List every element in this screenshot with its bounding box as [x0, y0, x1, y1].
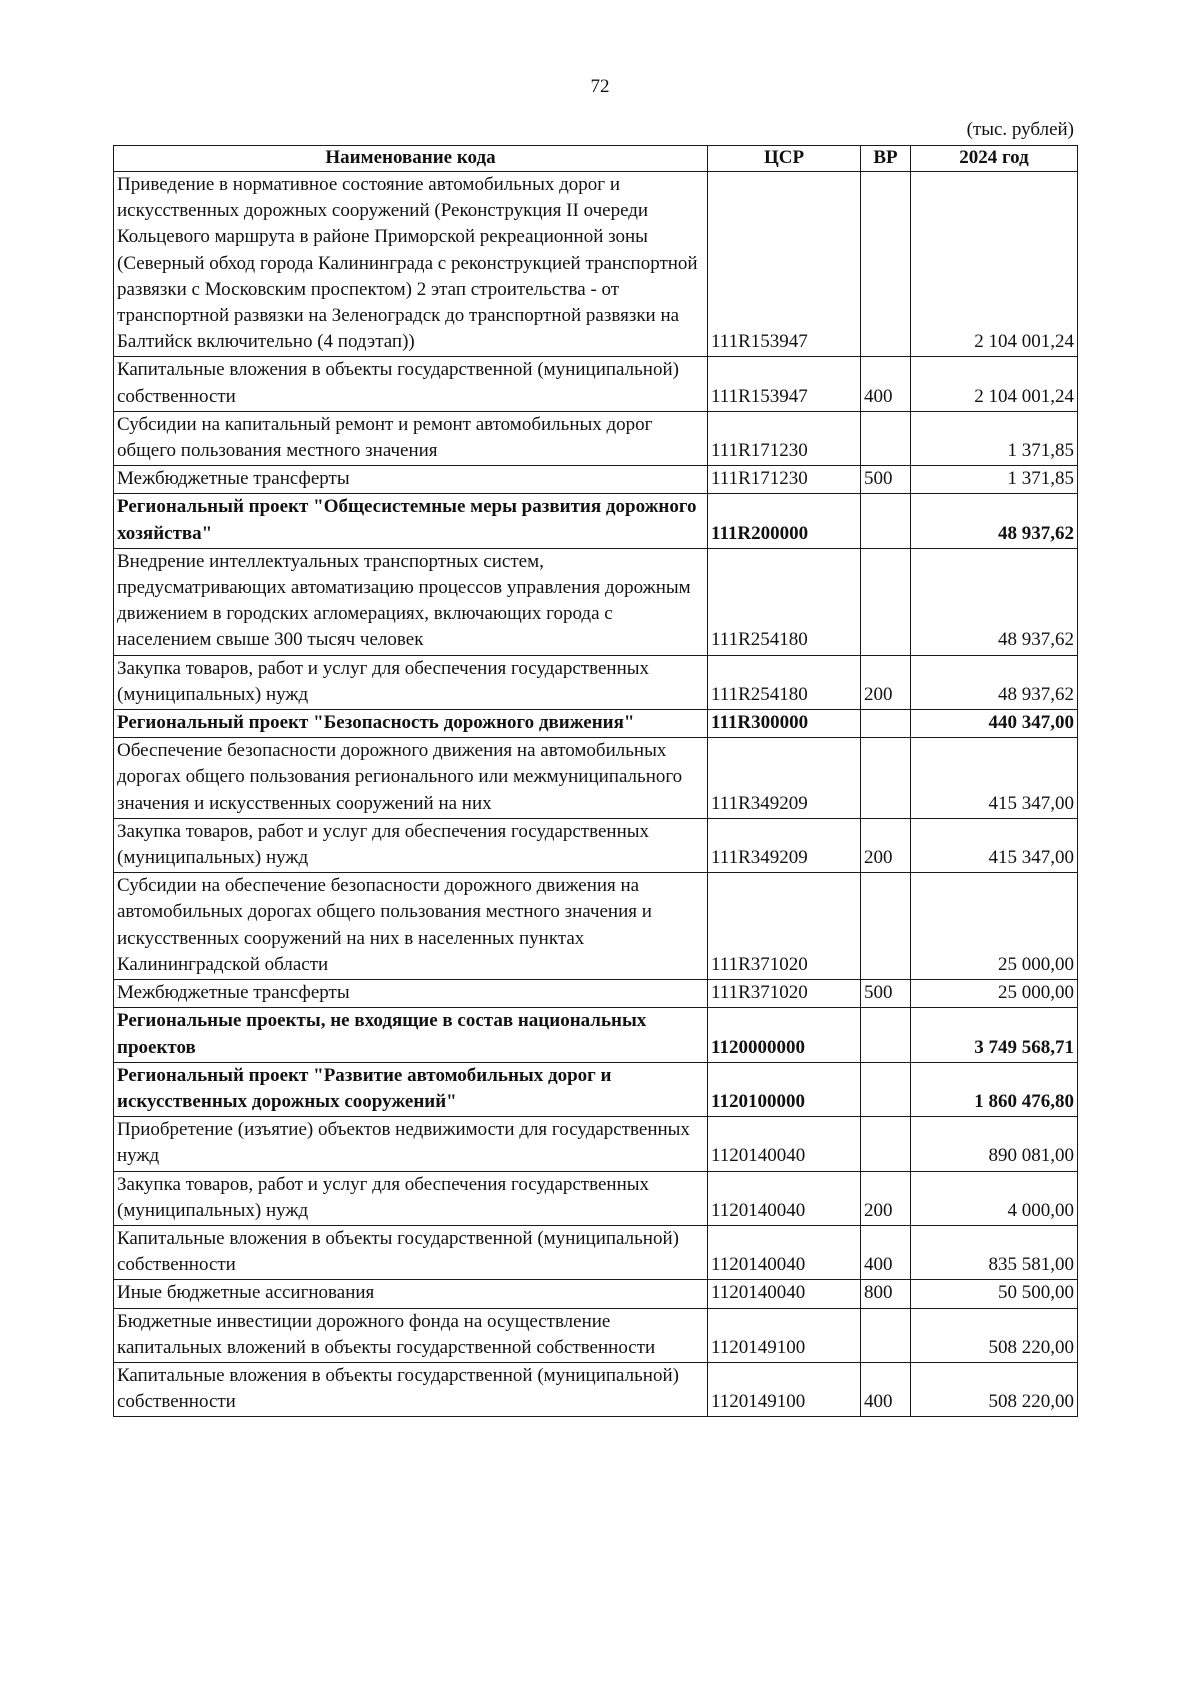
row-csr-cell: 1120100000	[708, 1062, 861, 1116]
row-csr-cell: 111R153947	[708, 357, 861, 411]
row-csr-cell: 111R254180	[708, 548, 861, 655]
table-row	[114, 1280, 1078, 1308]
row-vr-cell	[861, 548, 911, 655]
page-number: 72	[590, 76, 610, 97]
row-sum-cell: 1 860 476,80	[911, 1062, 1078, 1116]
row-vr-cell: 200	[861, 818, 911, 872]
row-vr-cell: 400	[861, 1362, 911, 1416]
row-name-cell: Межбюджетные трансферты	[114, 980, 708, 1008]
row-name-cell: Капитальные вложения в объекты государственной (муниципальной) собственности	[114, 1225, 708, 1279]
header-sum: 2024 год	[911, 146, 1078, 172]
row-vr-cell	[861, 1117, 911, 1171]
row-sum-cell: 48 937,62	[911, 655, 1078, 709]
row-name-cell: Субсидии на капитальный ремонт и ремонт автомобильных дорог общего пользования местного значения	[114, 411, 708, 465]
table-row	[114, 710, 1078, 738]
row-name-cell: Приведение в нормативное состояние автомобильных дорог и искусственных дорожных сооружений (Реконструкция II очереди Кольцевого маршрута в районе Приморской рекреационной зоны (Северный обход города Калининграда с реконструкцией транспортной развязки с Московским проспектом) 2 этап строительства - от транспортной развязки на Зеленоградск до транспортной развязки на Балтийск включительно (4 подэтап))	[114, 172, 708, 357]
budget-table	[113, 145, 1078, 1417]
row-name-cell: Субсидии на обеспечение безопасности дорожного движения на автомобильных дорогах общего пользования местного значения и искусственных сооружений на них в населенных пунктах Калининградской области	[114, 873, 708, 980]
row-vr-cell: 500	[861, 466, 911, 494]
row-vr-cell	[861, 1308, 911, 1362]
row-name-cell: Региональный проект "Развитие автомобильных дорог и искусственных дорожных сооружений"	[114, 1062, 708, 1116]
table-row	[114, 1008, 1078, 1062]
row-csr-cell: 1120149100	[708, 1362, 861, 1416]
row-csr-cell: 1120000000	[708, 1008, 861, 1062]
row-sum-cell: 890 081,00	[911, 1117, 1078, 1171]
table-row	[114, 1117, 1078, 1171]
table-row	[114, 466, 1078, 494]
table-row	[114, 1308, 1078, 1362]
row-sum-cell: 3 749 568,71	[911, 1008, 1078, 1062]
row-vr-cell: 400	[861, 1225, 911, 1279]
row-csr-cell: 1120140040	[708, 1117, 861, 1171]
row-sum-cell: 48 937,62	[911, 548, 1078, 655]
row-sum-cell: 1 371,85	[911, 466, 1078, 494]
table-row	[114, 411, 1078, 465]
table-header-row	[114, 146, 1078, 172]
table-row	[114, 873, 1078, 980]
row-vr-cell	[861, 710, 911, 738]
row-csr-cell: 111R254180	[708, 655, 861, 709]
row-csr-cell: 111R171230	[708, 411, 861, 465]
table-row	[114, 172, 1078, 357]
table-row	[114, 494, 1078, 548]
row-vr-cell	[861, 411, 911, 465]
table-row	[114, 1062, 1078, 1116]
row-vr-cell: 800	[861, 1280, 911, 1308]
row-csr-cell: 1120149100	[708, 1308, 861, 1362]
row-sum-cell: 415 347,00	[911, 818, 1078, 872]
row-csr-cell: 1120140040	[708, 1280, 861, 1308]
row-vr-cell: 200	[861, 655, 911, 709]
table-row	[114, 818, 1078, 872]
table-row	[114, 548, 1078, 655]
table-row	[114, 357, 1078, 411]
row-vr-cell	[861, 1008, 911, 1062]
row-csr-cell: 111R200000	[708, 494, 861, 548]
header-vr: ВР	[861, 146, 911, 172]
row-name-cell: Закупка товаров, работ и услуг для обеспечения государственных (муниципальных) нужд	[114, 655, 708, 709]
row-csr-cell: 111R371020	[708, 980, 861, 1008]
row-vr-cell: 400	[861, 357, 911, 411]
row-name-cell: Закупка товаров, работ и услуг для обеспечения государственных (муниципальных) нужд	[114, 818, 708, 872]
row-name-cell: Приобретение (изъятие) объектов недвижимости для государственных нужд	[114, 1117, 708, 1171]
row-csr-cell: 111R349209	[708, 818, 861, 872]
row-sum-cell: 25 000,00	[911, 980, 1078, 1008]
row-name-cell: Региональные проекты, не входящие в состав национальных проектов	[114, 1008, 708, 1062]
row-name-cell: Капитальные вложения в объекты государственной (муниципальной) собственности	[114, 1362, 708, 1416]
row-vr-cell	[861, 494, 911, 548]
row-csr-cell: 111R349209	[708, 738, 861, 819]
row-vr-cell	[861, 172, 911, 357]
table-row	[114, 1362, 1078, 1416]
table-row	[114, 980, 1078, 1008]
row-csr-cell: 1120140040	[708, 1171, 861, 1225]
row-vr-cell	[861, 738, 911, 819]
row-name-cell: Региональный проект "Общесистемные меры развития дорожного хозяйства"	[114, 494, 708, 548]
row-vr-cell: 200	[861, 1171, 911, 1225]
row-sum-cell: 50 500,00	[911, 1280, 1078, 1308]
row-csr-cell: 1120140040	[708, 1225, 861, 1279]
row-sum-cell: 1 371,85	[911, 411, 1078, 465]
table-row	[114, 1171, 1078, 1225]
row-csr-cell: 111R171230	[708, 466, 861, 494]
row-sum-cell: 2 104 001,24	[911, 172, 1078, 357]
row-sum-cell: 508 220,00	[911, 1308, 1078, 1362]
row-csr-cell: 111R300000	[708, 710, 861, 738]
row-name-cell: Закупка товаров, работ и услуг для обеспечения государственных (муниципальных) нужд	[114, 1171, 708, 1225]
table-body	[114, 172, 1078, 1417]
row-sum-cell: 25 000,00	[911, 873, 1078, 980]
row-sum-cell: 440 347,00	[911, 710, 1078, 738]
header-name: Наименование кода	[114, 146, 708, 172]
table-row	[114, 1225, 1078, 1279]
row-name-cell: Обеспечение безопасности дорожного движения на автомобильных дорогах общего пользования регионального или межмуниципального значения и искусственных сооружений на них	[114, 738, 708, 819]
table-row	[114, 655, 1078, 709]
units-label: (тыс. рублей)	[966, 119, 1074, 140]
row-csr-cell: 111R153947	[708, 172, 861, 357]
table-row	[114, 738, 1078, 819]
row-name-cell: Внедрение интеллектуальных транспортных систем, предусматривающих автоматизацию процессов управления дорожным движением в городских агломерациях, включающих города с населением свыше 300 тысяч человек	[114, 548, 708, 655]
row-name-cell: Региональный проект "Безопасность дорожного движения"	[114, 710, 708, 738]
row-vr-cell: 500	[861, 980, 911, 1008]
row-vr-cell	[861, 1062, 911, 1116]
row-sum-cell: 835 581,00	[911, 1225, 1078, 1279]
row-sum-cell: 508 220,00	[911, 1362, 1078, 1416]
row-sum-cell: 4 000,00	[911, 1171, 1078, 1225]
row-name-cell: Бюджетные инвестиции дорожного фонда на осуществление капитальных вложений в объекты государственной собственности	[114, 1308, 708, 1362]
row-name-cell: Капитальные вложения в объекты государственной (муниципальной) собственности	[114, 357, 708, 411]
row-name-cell: Межбюджетные трансферты	[114, 466, 708, 494]
row-sum-cell: 2 104 001,24	[911, 357, 1078, 411]
row-sum-cell: 48 937,62	[911, 494, 1078, 548]
row-vr-cell	[861, 873, 911, 980]
row-csr-cell: 111R371020	[708, 873, 861, 980]
row-sum-cell: 415 347,00	[911, 738, 1078, 819]
row-name-cell: Иные бюджетные ассигнования	[114, 1280, 708, 1308]
header-csr: ЦСР	[708, 146, 861, 172]
